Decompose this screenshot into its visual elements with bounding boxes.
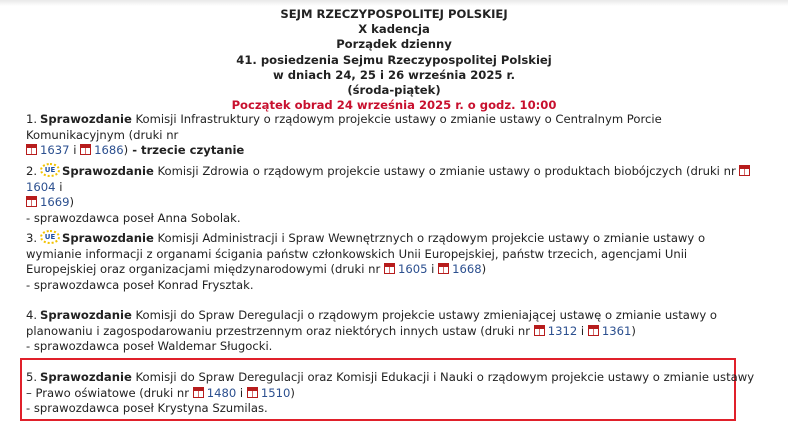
item-text: Komisji Infrastruktury o rządowym projekcie ustawy o zmianie ustawy o Centralnym Porcie Komunikacyjnym (druki nr [26,112,662,142]
document-icon [26,196,37,207]
print-link-1637[interactable]: 1637 [26,143,70,157]
document-icon [588,325,599,336]
document-icon [247,387,258,398]
item-title: Sprawozdanie [62,164,154,178]
agenda-item-5: 5. Sprawozdanie Komisji do Spraw Deregulacji oraz Komisji Edukacji i Nauki o rządowym projekcie ustawy o zmianie ustawy – Prawo oświatowe (druki nr 1480 i 1510) - sprawozdawca poseł Krystyna Szumilas. [26,370,755,416]
item-number: 3. [26,231,38,245]
item-text: Komisji do Spraw Deregulacji o rządowym projekcie ustawy zmieniającej ustawę o zmianie ustawy o planowaniu i zagospodarowaniu przestrzennym oraz niektórych innych ustaw (druki nr [26,308,717,338]
item-number: 2. [26,164,38,178]
header-start-time: Początek obrad 24 września 2025 r. o godz. 10:00 [231,98,557,113]
header-agenda: Porządek dzienny [336,37,452,52]
item-title: Sprawozdanie [40,370,132,384]
item-title: Sprawozdanie [40,112,132,126]
rapporteur: - sprawozdawca poseł Konrad Frysztak. [26,277,254,292]
document-icon [534,325,545,336]
item-title: Sprawozdanie [40,308,132,322]
eu-badge-icon: UE [40,230,60,244]
top-fade [0,0,788,6]
print-link-1686[interactable]: 1686 [80,143,124,157]
document-icon [438,263,449,274]
rapporteur: - sprawozdawca poseł Waldemar Sługocki. [26,339,273,354]
print-link-1604[interactable]: 1604 [26,164,753,194]
document-icon [193,387,204,398]
agenda-item-3: 3. UE Sprawozdanie Komisji Administracji i Spraw Wewnętrznych o rządowym projekcie ustawy o zmianie ustawy o wymianie informacji z organami ścigania państw członkowskich Unii Europejskiej, państw trzecich, agencjami Unii Europejskiej oraz organizacjami międzynarodowymi (druki nr 1605 i 1668) - sprawozdawca poseł Konrad Frysztak. [26,231,706,292]
print-link-1510[interactable]: 1510 [247,386,291,400]
rapporteur: - sprawozdawca poseł Anna Sobolak. [26,210,241,225]
item-number: 5. [26,370,38,384]
eu-badge-icon: UE [40,163,60,177]
header-days: (środa-piątek) [347,83,441,98]
agenda-item-4: 4. Sprawozdanie Komisji do Spraw Deregulacji o rządowym projekcie ustawy zmieniającej ustawę o zmianie ustawy o planowaniu i zagospodarowaniu przestrzennym oraz niektórych innych ustaw (druki nr 1312 i 1361) - sprawozdawca poseł Waldemar Sługocki. [26,308,717,354]
print-link-1480[interactable]: 1480 [193,386,237,400]
header-term: X kadencja [358,22,430,37]
header-sejm: SEJM RZECZYPOSPOLITEJ POLSKIEJ [280,7,508,21]
item-title: Sprawozdanie [62,231,154,245]
document-icon [80,144,91,155]
print-link-1605[interactable]: 1605 [384,262,428,276]
agenda-header [0,7,788,113]
document-icon [739,165,750,176]
item-text: Komisji Administracji i Spraw Wewnętrznych o rządowym projekcie ustawy o zmianie ustawy o wymianie informacji z organami ścigania państw członkowskich Unii Europejskiej, państw trzecich, agencjami Unii Europejskiej oraz organizacjami międzynarodowymi (druki nr [26,231,706,277]
rapporteur: - sprawozdawca poseł Krystyna Szumilas. [26,401,268,416]
header-dates: w dniach 24, 25 i 26 września 2025 r. [273,67,515,82]
reading-stage: - trzecie czytanie [128,143,245,158]
item-number: 4. [26,308,38,322]
item-text: Komisji do Spraw Deregulacji oraz Komisji Edukacji i Nauki o rządowym projekcie ustawy o zmianie ustawy – Prawo oświatowe (druki nr [26,370,755,400]
print-link-1361[interactable]: 1361 [588,324,632,338]
print-link-1669[interactable]: 1669 [26,195,70,209]
document-icon [384,263,395,274]
agenda-item-2: 2. UE Sprawozdanie Komisji Zdrowia o rządowym projekcie ustawy o zmianie ustawy o produktach biobójczych (druki nr 1604 i 1669) - sprawozdawca poseł Anna Sobolak. [26,163,756,226]
item-text: Komisji Zdrowia o rządowym projekcie ustawy o zmianie ustawy o produktach biobójczych (druki nr [153,164,736,178]
agenda-item-1: 1. Sprawozdanie Komisji Infrastruktury o rządowym projekcie ustawy o zmianie ustawy o Centralnym Porcie Komunikacyjnym (druki nr 1637 i 1686) - trzecie czytanie [26,112,662,158]
document-icon [26,144,37,155]
item-number: 1. [26,112,38,126]
print-link-1668[interactable]: 1668 [438,262,482,276]
print-link-1312[interactable]: 1312 [534,324,578,338]
header-session: 41. posiedzenia Sejmu Rzeczypospolitej Polskiej [236,52,552,67]
